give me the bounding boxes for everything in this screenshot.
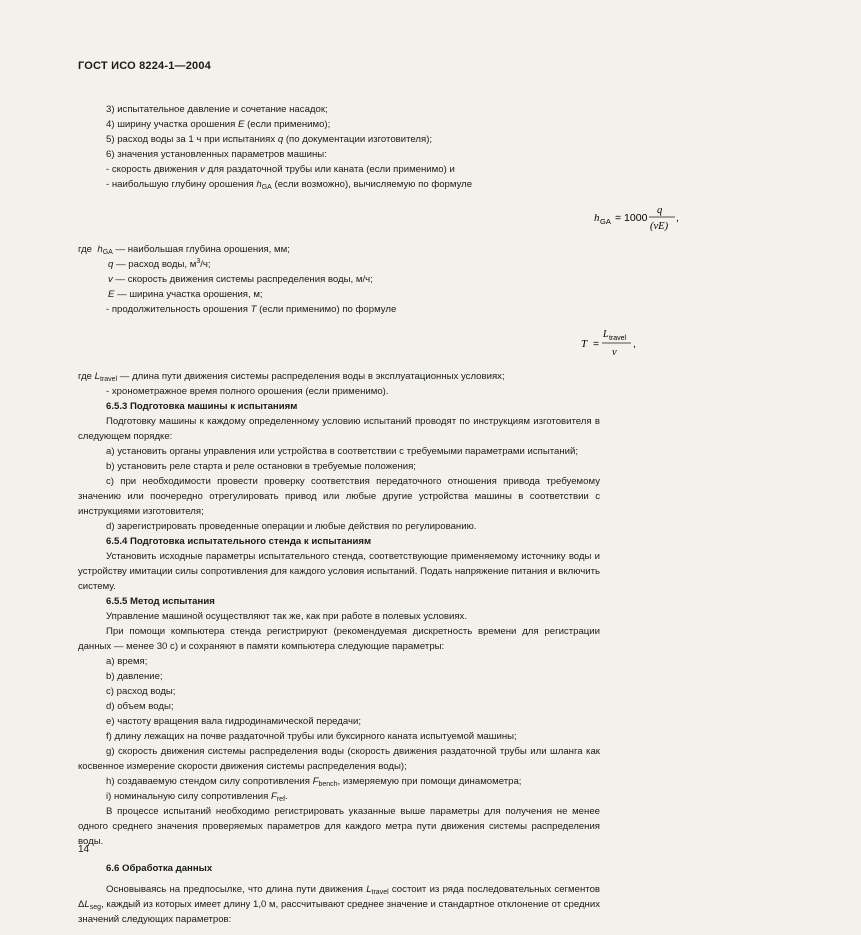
section-heading: 6.5.5 Метод испытания [106,596,215,607]
list-item: a) установить органы управления или устройства в соответствии с требуемыми параметрами испытаний; [106,446,579,457]
formula2-eq: = [593,338,600,350]
paragraph: Установить исходные параметры испытательного стенда, соответствующие применяемому источнику воды и устройству имитации силы сопротивления для каждого условия испытаний. Подать напряжение питания и включить систему. [78,551,600,592]
paragraph: Основываясь на предпосылке, что длина пути движения $L_{travel}$ состоит из ряда последовательных сегментов $\Delta L_{seg}$, каждый из которых имеет длину 1,0 м, рассчитывают среднее значение и стандартное отклонение от средних значений следующих параметров: [78,884,600,925]
list-item: f) длину лежащих на почве раздаточной трубы или буксирного каната испытуемой машины; [106,731,517,742]
formula2-num: L [603,329,609,340]
list-item: d) зарегистрировать проведенные операции и любые действия по регулированию. [106,521,477,532]
formula-num: q [657,205,663,216]
section-heading: 6.6 Обработка данных [106,863,213,874]
formula-duration-svg [339,323,861,363]
formula2-tail: , [633,338,636,350]
list-item: 4) ширину участка орошения E (если применимо); [106,119,331,130]
formula-eq: = 1000 [615,212,648,224]
where-line: где $L_{travel}$ — длина пути движения системы распределения воды в эксплуатационных условиях; [78,371,505,383]
list-item: e) частоту вращения вала гидродинамической передачи; [106,716,362,727]
page-content [78,102,679,927]
list-item: - продолжительность орошения T (если применимо) по формуле [106,304,397,315]
formula-den: (vE) [650,221,669,232]
list-item: d) объем воды; [106,701,174,712]
list-item: b) установить реле старта и реле остановки в требуемые положения; [106,461,416,472]
list-item: 5) расход воды за 1 ч при испытаниях q (по документации изготовителя); [106,134,433,145]
list-item: h) создаваемую стендом силу сопротивления $F_{bench}$, измеряемую при помощи динамометра; [106,776,522,788]
formula-lhs: h [594,212,600,224]
spacer [78,849,600,861]
formula-lhs-sub: GA [600,217,611,226]
formula-depth-svg [339,198,861,236]
page-number: 14 [78,844,90,855]
list-item: a) время; [106,656,148,667]
list-item: 3) испытательное давление и сочетание насадок; [106,104,328,115]
formula2-den: v [612,347,617,358]
where-line: где $h_{GA}$ — наибольшая глубина орошения, мм; [78,244,290,256]
list-item: 6) значения установленных параметров машины: [106,149,327,160]
paragraph: Управление машиной осуществляют так же, как при работе в полевых условиях. [106,611,468,622]
where-line: E — ширина участка орошения, м; [108,289,263,300]
paragraph: При помощи компьютера стенда регистрируют (рекомендуемая дискретность времени для регистрации данных — менее 30 с) и сохраняют в памяти компьютера следующие параметры: [78,626,600,652]
formula-duration [78,323,636,363]
where-line: v — скорость движения системы распределения воды, м/ч; [108,274,373,285]
where-line: q — расход воды, $м^3/ч$; [108,258,211,270]
list-item: i) номинальную силу сопротивления $F_{ref}$. [106,791,288,803]
list-item: - наибольшую глубину орошения $h_{GA}$ (если возможно), вычисляемую по формуле [106,179,473,191]
list-item: - хронометражное время полного орошения (если применимо). [106,386,389,397]
formula-tail: , [676,212,679,224]
section-heading: 6.5.3 Подготовка машины к испытаниям [106,401,298,412]
list-item: c) расход воды; [106,686,176,697]
list-item: - скорость движения v для раздаточной трубы или каната (если применимо) и [106,164,455,175]
list-item: b) давление; [106,671,163,682]
list-item: g) скорость движения системы распределения воды (скорость движения раздаточной трубы или шланга как косвенное измерение скорости движения системы распределения воды); [78,746,600,772]
paragraph: В процессе испытаний необходимо регистрировать указанные выше параметры для получения не менее одного среднего значения проверяемых параметров для каждого метра пути движения системы распределения воды. [78,806,600,847]
formula-depth [78,198,679,236]
formula2-lhs: T [581,338,588,350]
standard-header: ГОСТ ИСО 8224-1—2004 [78,60,212,72]
paragraph: Подготовку машины к каждому определенному условию испытаний проводят по инструкциям изготовителя в следующем порядке: [78,416,600,442]
list-item: c) при необходимости провести проверку соответствия передаточного отношения привода требуемому значению или поочередно отрегулировать привод или любые другие устройства машины в соответствии с инструкциями изготовителя; [78,476,600,517]
section-heading: 6.5.4 Подготовка испытательного стенда к испытаниям [106,536,372,547]
formula2-num-sub: travel [609,335,627,342]
